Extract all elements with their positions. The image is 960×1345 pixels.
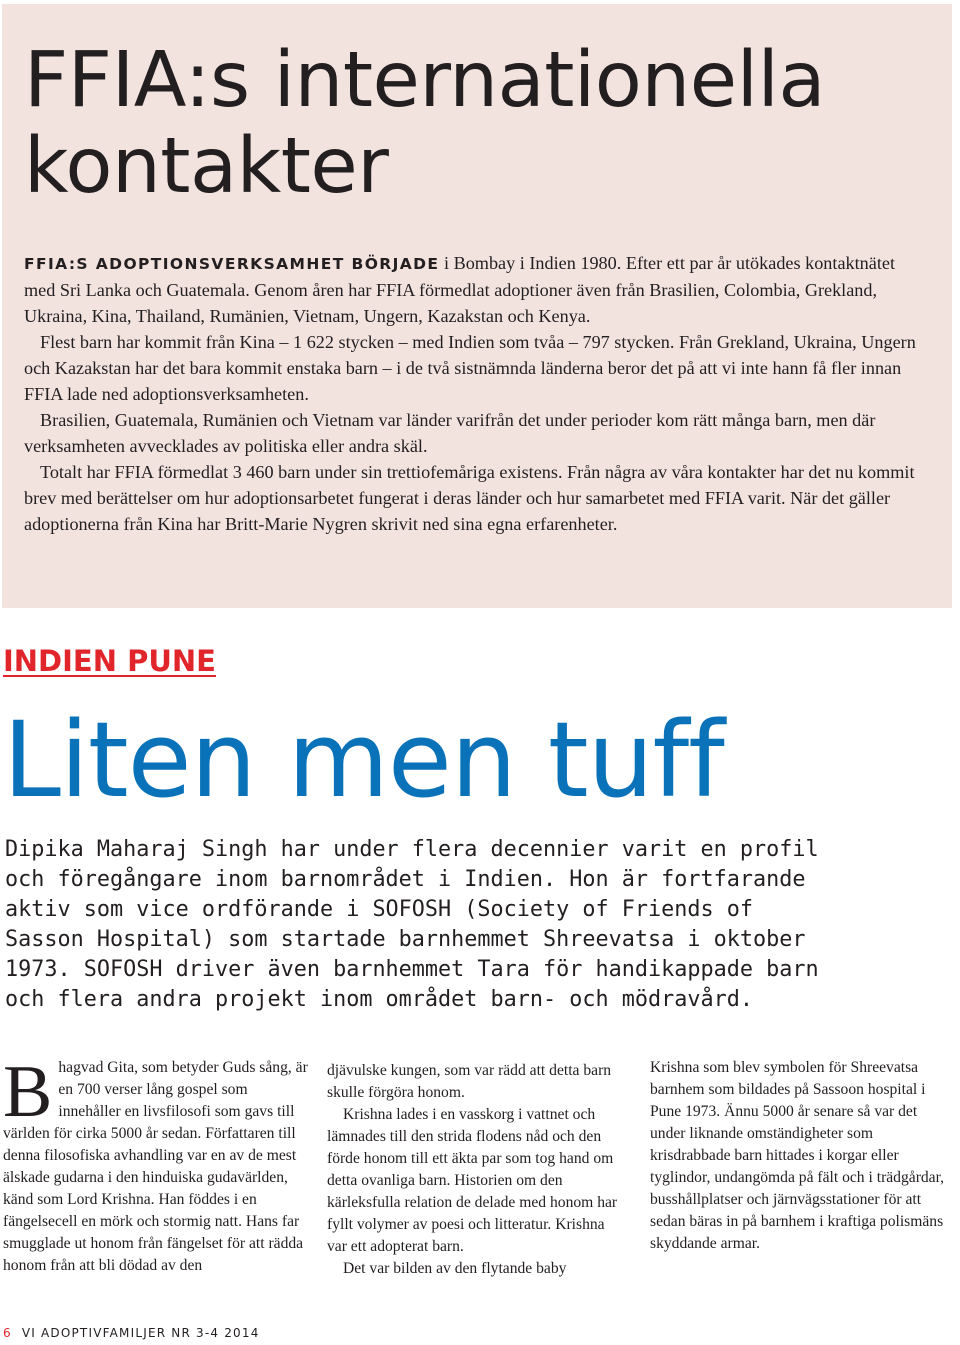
section-label: INDIEN PUNE	[3, 644, 216, 678]
col1-paragraph-1-text: hagvad Gita, som betyder Guds sång, är en 700 verser lång gospel som innehåller en livsfilosofi som gavs till världen för cirka 5000 år sedan. Författaren till denna filosofiska avhandling var en av de mest älskade gudarna i den hinduiska gudavärlden, känd som Lord Krishna. Han föddes i en fängelsecell en mörk och stormig natt. Hans far smugglade ut honom från fängelset för att rädda honom från att bli dödad av den	[3, 1059, 308, 1274]
intro-paragraph-4: Totalt har FFIA förmedlat 3 460 barn under sin trettiofemåriga existens. Från några av våra kontakter har det nu kommit brev med berättelser om hur adoptionsarbetet fungerat i deras länder och hur samarbetet med FFIA varit. När det gäller adoptionerna från Kina har Britt-Marie Nygren skrivit ned sina egna erfarenheter.	[24, 462, 915, 534]
article-column-2	[327, 1060, 627, 1280]
col3-paragraph-1: Krishna som blev symbolen för Shreevatsa barnhem som bildades på Sassoon hospital i Pune 1973. Ännu 5000 år senare så var det under liknande omständigheter som krisdrabbade barn hittades i korgar eller tyglindor, undangömda på fält och i trädgårdar, busshållplatser och järnvägsstationer för att sedan bäras in på barnhem i kraftiga polismäns skyddande armar.	[650, 1059, 945, 1252]
page-number: 6	[3, 1326, 12, 1340]
intro-paragraph-1	[24, 250, 924, 329]
col2-paragraph-1: djävulske kungen, som var rädd att detta barn skulle förgöra honom.	[327, 1062, 612, 1101]
publication-name: VI ADOPTIVFAMILJER NR 3-4 2014	[21, 1326, 260, 1340]
col2-paragraph-2: Krishna lades i en vasskorg i vattnet och lämnades till den strida flodens nåd och den förde honom till ett äkta par som tog hand om detta ovanliga barn. Historien om den kärleksfulla relation de delade med honom har fyllt volymer av poesi och litteratur. Krishna var ett adopterat barn.	[327, 1106, 618, 1255]
intro-lead-caps: FFIA:S ADOPTIONSVERKSAMHET BÖRJADE	[24, 255, 440, 273]
intro-title-line1: FFIA:s internationella	[24, 36, 826, 125]
intro-paragraph-3: Brasilien, Guatemala, Rumänien och Vietnam var länder varifrån det under perioder kom rätt många barn, men där verksamheten avvecklades av politiska eller andra skäl.	[24, 410, 876, 456]
article-title: Liten men tuff	[3, 699, 724, 821]
article-column-1	[3, 1051, 308, 1277]
article-column-3	[650, 1057, 950, 1255]
page-footer	[3, 1326, 260, 1340]
intro-paragraph-2: Flest barn har kommit från Kina – 1 622 stycken – med Indien som tvåa – 797 stycken. Från Grekland, Ukraina, Ungern och Kazakstan har det bara kommit enstaka barn – i de två sistnämnda länderna beror det på att vi inte hann få fler innan FFIA lade ned adoptionsverksamheten.	[24, 332, 916, 404]
intro-title-line2: kontakter	[24, 122, 389, 211]
intro-paragraph-1-text: i Bombay i Indien 1980. Efter ett par år utökades kontaktnätet med Sri Lanka och Guatemala. Genom åren har FFIA förmedlat adoptioner även från Brasilien, Colombia, Grekland, Ukraina, Kina, Thailand, Rumänien, Vietnam, Ungern, Kazakstan och Kenya.	[24, 253, 896, 326]
drop-cap: B	[3, 1051, 53, 1133]
intro-title	[24, 38, 825, 210]
intro-text	[24, 250, 924, 537]
col1-paragraph-1	[3, 1051, 308, 1277]
col2-paragraph-3: Det var bilden av den flytande baby	[343, 1260, 567, 1277]
article-ingress: Dipika Maharaj Singh har under flera decennier varit en profil och föregångare inom barnområdet i Indien. Hon är fortfarande aktiv som vice ordförande i SOFOSH (Society of Friends of Sasson Hospital) som startade barnhemmet Shreevatsa i oktober 1973. SOFOSH driver även barnhemmet Tara för handikappade barn och flera andra projekt inom området barn- och mödravård.	[5, 837, 819, 1012]
